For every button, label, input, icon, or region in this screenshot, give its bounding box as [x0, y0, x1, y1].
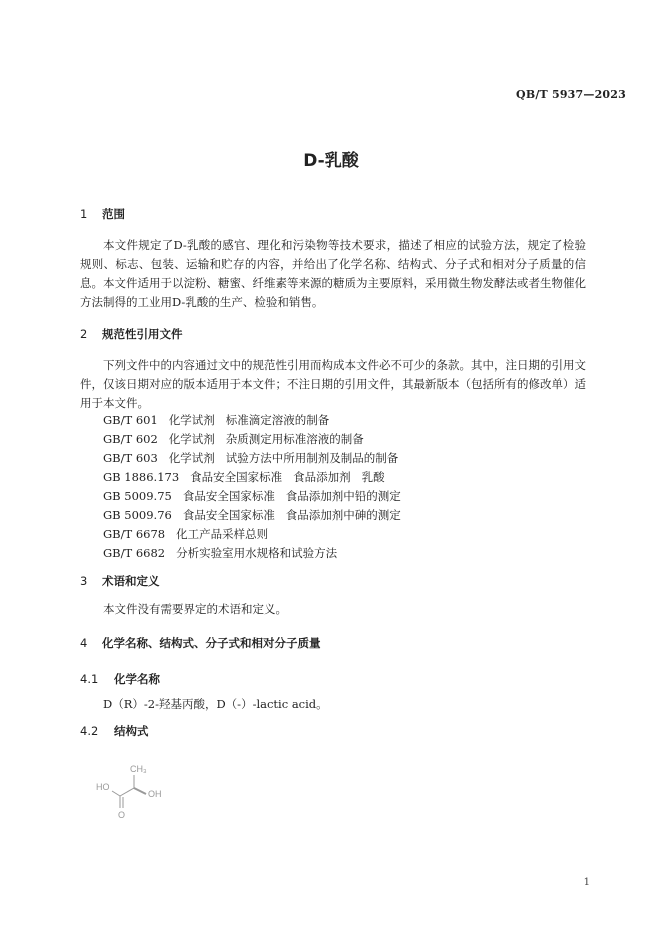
section-4-heading [80, 635, 321, 651]
subsection-title: 化学名称 [114, 672, 160, 686]
subsection-number: 4.2 [80, 724, 99, 738]
section-title: 范围 [102, 207, 125, 221]
section-number: 4 [80, 636, 88, 650]
hydroxyl-right-label: OH [148, 789, 162, 799]
oxygen-label: O [118, 810, 126, 820]
section-number: 1 [80, 207, 88, 221]
chemical-name: D（R）-2-羟基丙酸，D（-）-lactic acid。 [103, 697, 328, 711]
paragraph: 本文件规定了D-乳酸的感官、理化和污染物等技术要求，描述了相应的试验方法，规定了检验规则、标志、包装、运输和贮存的内容，并给出了化学名称、结构式、分子式和相对分子质量的信息。 [80, 238, 586, 290]
section-number: 2 [80, 327, 88, 341]
reference-item: GB/T 601 化学试剂 标准滴定溶液的制备 [103, 413, 330, 427]
subsection-number: 4.1 [80, 672, 99, 686]
methyl-label: CH₃ [130, 764, 147, 774]
bond [120, 788, 134, 796]
bond [112, 791, 120, 796]
document-title: D-乳酸 [303, 151, 359, 171]
reference-item: GB/T 603 化学试剂 试验方法中所用制剂及制品的制备 [103, 451, 399, 465]
section-title: 术语和定义 [102, 574, 160, 588]
section-3-heading [80, 573, 160, 589]
hydroxyl-left-label: HO [96, 782, 110, 792]
reference-item: GB/T 602 化学试剂 杂质测定用标准溶液的制备 [103, 432, 364, 446]
standard-number: QB/T 5937—2023 [516, 88, 626, 101]
reference-item: GB/T 6682 分析实验室用水规格和试验方法 [103, 546, 338, 560]
section-number: 3 [80, 574, 88, 588]
reference-item: GB 1886.173 食品安全国家标准 食品添加剂 乳酸 [103, 470, 385, 484]
subsection-title: 结构式 [114, 724, 149, 738]
paragraph: 本文件适用于以淀粉、糖蜜、纤维素等来源的糖质为主要原料，采用微生物发酵法或者生物催化方法制得的工业用D-乳酸的生产、检验和销售。 [80, 276, 586, 309]
subsection-4-2-heading [80, 723, 149, 739]
wedge-bond [134, 788, 146, 794]
reference-item: GB 5009.75 食品安全国家标准 食品添加剂中铅的测定 [103, 489, 401, 503]
section-title: 规范性引用文件 [102, 327, 183, 341]
subsection-4-1-heading [80, 671, 160, 687]
section-1-heading [80, 206, 125, 222]
page-number: 1 [583, 877, 590, 888]
structural-formula [90, 760, 190, 820]
paragraph: 本文件没有需要界定的术语和定义。 [103, 602, 287, 616]
reference-item: GB/T 6678 化工产品采样总则 [103, 527, 269, 541]
section-title: 化学名称、结构式、分子式和相对分子质量 [102, 636, 321, 650]
section-2-heading [80, 326, 183, 342]
reference-item: GB 5009.76 食品安全国家标准 食品添加剂中砷的测定 [103, 508, 401, 522]
paragraph: 下列文件中的内容通过文中的规范性引用而构成本文件必不可少的条款。其中，注日期的引用文件，仅该日期对应的版本适用于本文件；不注日期的引用文件，其最新版本（包括所有的修改单）适用于本文件。 [80, 358, 586, 410]
